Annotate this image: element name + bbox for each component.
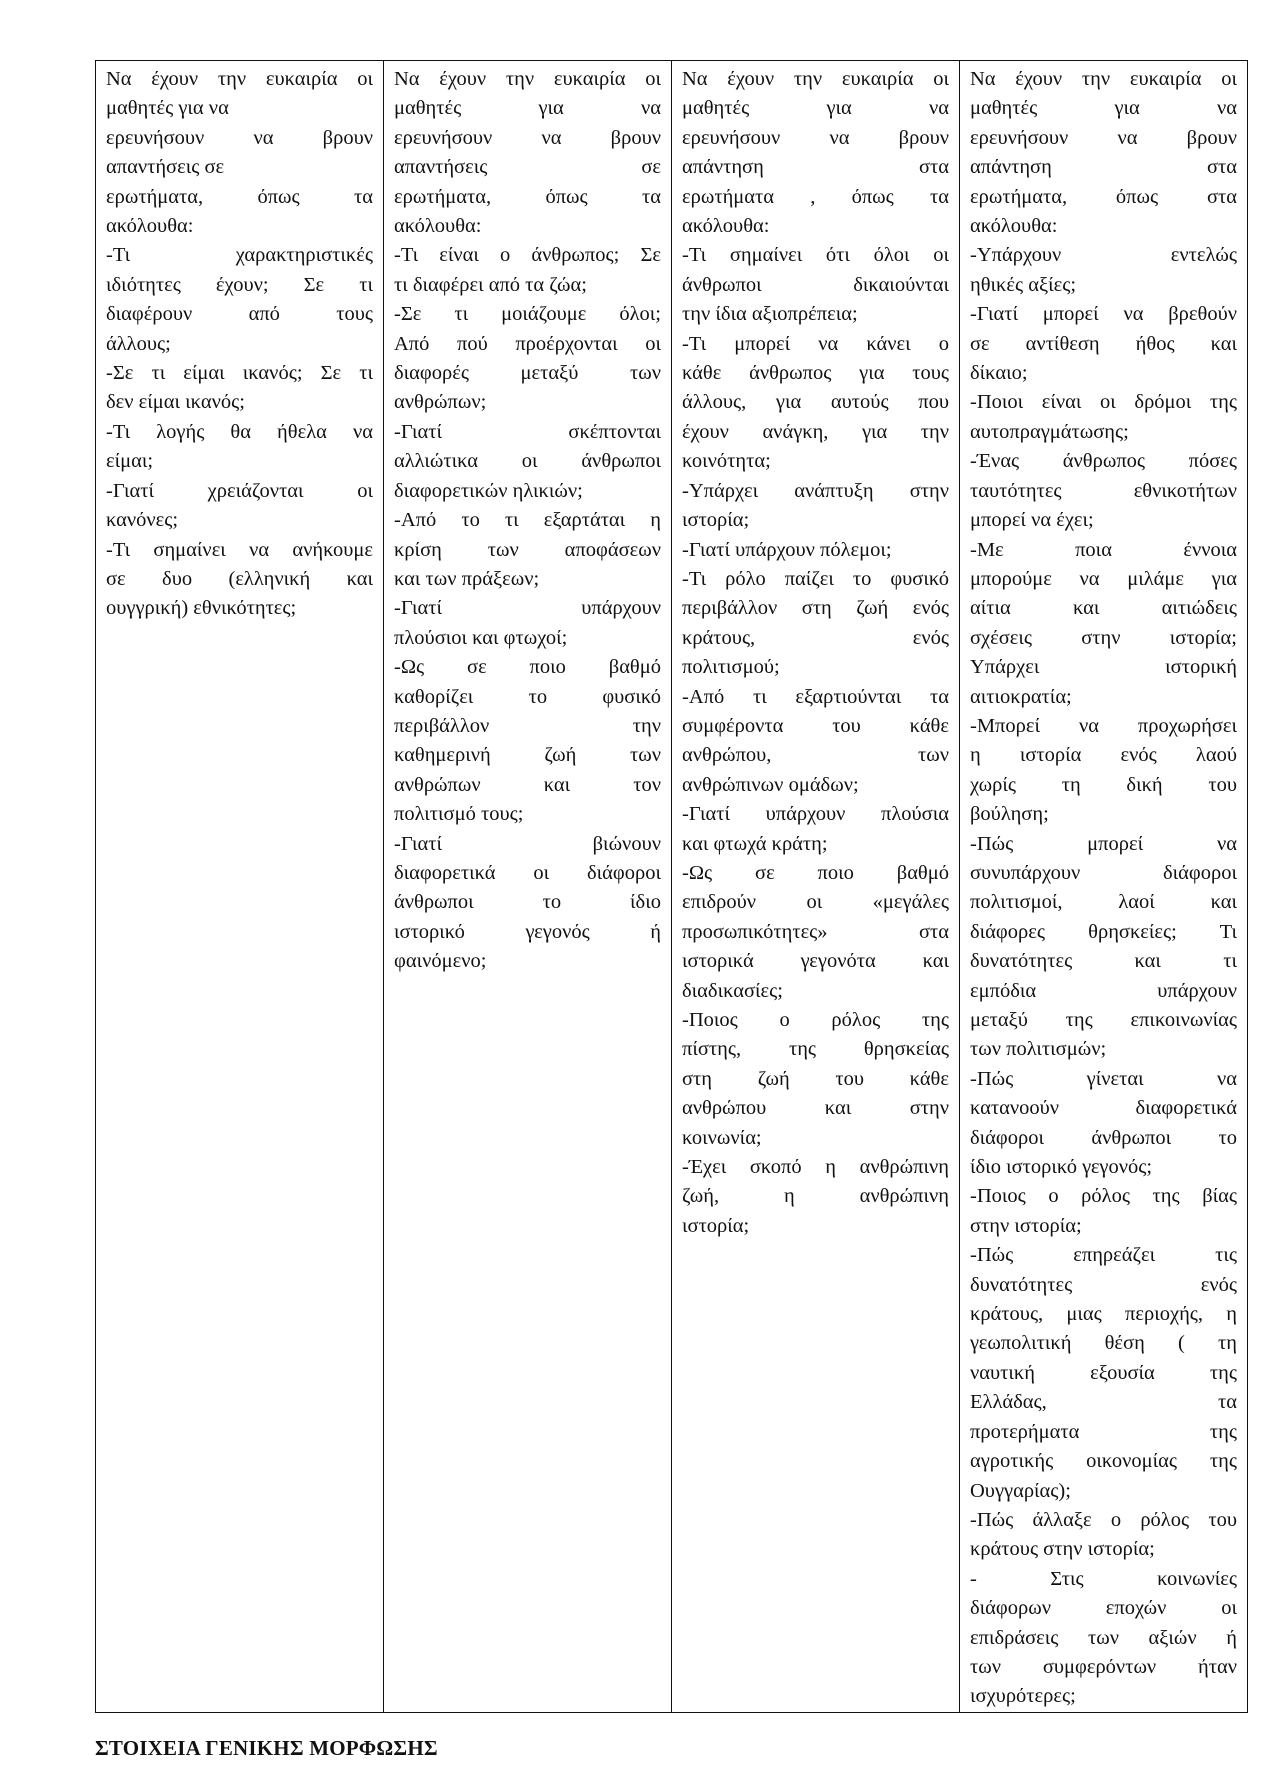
cell-text-line: κάθε άνθρωπος για τους: [682, 362, 949, 385]
cell-text-line: -Πώς μπορεί να: [970, 832, 1237, 855]
cell-text-line: σε δυο (ελληνική και: [106, 567, 373, 590]
cell-text-line: των συμφερόντων ήταν: [970, 1655, 1237, 1678]
cell-text-line: πολιτισμοί, λαοί και: [970, 891, 1237, 914]
cell-text-line: πολιτισμού;: [682, 656, 780, 679]
cell-text-line: ανθρώπων και τον: [394, 773, 661, 796]
cell-text-line: απαντήσεις σε: [106, 156, 225, 179]
cell-text-line: -Τι είναι ο άνθρωπος; Σε: [394, 244, 661, 267]
cell-text-line: -Γιατί βιώνουν: [394, 832, 661, 855]
cell-text-line: ταυτότητες εθνικοτήτων: [970, 479, 1237, 502]
cell-text-line: αγροτικής οικονομίας της: [970, 1450, 1237, 1473]
cell-text-line: -Γιατί μπορεί να βρεθούν: [970, 303, 1237, 326]
cell-text-line: άνθρωποι δικαιούνται: [682, 273, 949, 296]
cell-text-line: διαφορετικών ηλικιών;: [394, 479, 583, 502]
cell-text-line: ερευνήσουν να βρουν: [394, 126, 661, 149]
cell-text-line: δυνατότητες και τι: [970, 950, 1237, 973]
cell-text-line: -Από το τι εξαρτάται η: [394, 509, 661, 532]
cell-text-line: κράτους, μιας περιοχής, η: [970, 1303, 1237, 1326]
cell-text-line: προτερήματα της: [970, 1420, 1237, 1443]
cell-text-line: ερευνήσουν να βρουν: [970, 126, 1237, 149]
cell-text-line: -Πώς άλλαξε ο ρόλος του: [970, 1508, 1237, 1531]
cell-text-line: Να έχουν την ευκαιρία οι: [106, 68, 373, 90]
cell-text-line: απαντήσεις σε: [394, 156, 661, 179]
cell-text-line: διαφέρουν από τους: [106, 303, 373, 326]
cell-text-line: ερευνήσουν να βρουν: [682, 126, 949, 149]
cell-text-line: αλλιώτικα οι άνθρωποι: [394, 450, 661, 473]
cell-text-line: -Σε τι μοιάζουμε όλοι;: [394, 303, 661, 326]
cell-text-line: κατανοούν διαφορετικά: [970, 1097, 1237, 1120]
cell-text-line: μαθητές για να: [970, 97, 1237, 120]
cell-text-line: ακόλουθα:: [970, 215, 1058, 238]
cell-text-line: -Σε τι είμαι ικανός; Σε τι: [106, 362, 373, 385]
cell-text-line: ουγγρική) εθνικότητες;: [106, 597, 297, 620]
cell-text-line: ανθρώπου, των: [682, 744, 949, 767]
cell-text-line: βούληση;: [970, 803, 1049, 826]
cell-text-line: ηθικές αξίες;: [970, 273, 1077, 296]
cell-text-line: κράτους, ενός: [682, 626, 949, 649]
column-cell-2: [384, 61, 672, 1713]
cell-text-line: -Πώς επηρεάζει τις: [970, 1244, 1237, 1267]
cell-text-line: Να έχουν την ευκαιρία οι: [682, 68, 949, 90]
cell-text-line: διαδικασίες;: [682, 979, 783, 1002]
cell-text-line: Ελλάδας, τα: [970, 1391, 1237, 1414]
cell-text-line: στην ιστορία;: [970, 1214, 1082, 1237]
cell-text-line: ερωτήματα, όπως τα: [106, 185, 373, 208]
table-row: [96, 61, 1248, 1713]
cell-text-line: κοινωνία;: [682, 1126, 762, 1149]
cell-text-line: -Γιατί υπάρχουν πλούσια: [682, 803, 949, 826]
cell-text-line: -Πώς γίνεται να: [970, 1067, 1237, 1090]
cell-text-line: Υπάρχει ιστορική: [970, 656, 1237, 679]
cell-text-line: ανθρώπινων ομάδων;: [682, 773, 859, 796]
cell-text-line: Να έχουν την ευκαιρία οι: [394, 68, 661, 90]
cell-text-line: ανθρώπων;: [394, 391, 487, 414]
cell-text-line: ακόλουθα:: [394, 215, 482, 238]
cell-text-line: την ίδια αξιοπρέπεια;: [682, 303, 858, 326]
cell-text-line: έχουν ανάγκη, για την: [682, 420, 949, 443]
cell-text-line: -Ποιοι είναι οι δρόμοι της: [970, 391, 1237, 414]
cell-text-line: χωρίς τη δική του: [970, 773, 1237, 796]
cell-text-line: ακόλουθα:: [682, 215, 770, 238]
cell-text-line: -Υπάρχει ανάπτυξη στην: [682, 479, 949, 502]
cell-text-line: γεωπολιτική θέση ( τη: [970, 1332, 1237, 1355]
cell-text-line: πολιτισμό τους;: [394, 803, 524, 826]
cell-text-line: των πολιτισμών;: [970, 1038, 1107, 1061]
cell-text-line: άλλους;: [106, 332, 171, 355]
cell-text-line: και των πράξεων;: [394, 567, 540, 590]
cell-text-line: -Τι σημαίνει να ανήκουμε: [106, 538, 373, 561]
column-cell-1: [96, 61, 384, 1713]
cell-text-line: -Ποιος ο ρόλος της βίας: [970, 1185, 1237, 1208]
cell-text-line: απάντηση στα: [970, 156, 1237, 179]
cell-text-line: Από πού προέρχονται οι: [394, 332, 661, 355]
cell-text-line: ερωτήματα , όπως τα: [682, 185, 949, 208]
cell-text-line: κράτους στην ιστορία;: [970, 1538, 1155, 1561]
section-heading: ΣΤΟΙΧΕΙΑ ΓΕΝΙΚΗΣ ΜΟΡΦΩΣΗΣ: [95, 1736, 438, 1760]
cell-text-line: δίκαιο;: [970, 362, 1028, 385]
column-cell-4: [960, 61, 1248, 1713]
cell-text-line: ερωτήματα, όπως στα: [970, 185, 1237, 208]
cell-text-line: η ιστορία ενός λαού: [970, 744, 1237, 767]
cell-text-line: περιβάλλον την: [394, 714, 661, 737]
column-cell-3: [672, 61, 960, 1713]
cell-text-line: επιδρούν οι «μεγάλες: [682, 891, 949, 914]
cell-text-line: σχέσεις στην ιστορία;: [970, 626, 1237, 649]
cell-text-line: ιστορικά γεγονότα και: [682, 950, 949, 973]
cell-text-line: άλλους, για αυτούς που: [682, 391, 949, 414]
cell-text-line: μαθητές για να: [682, 97, 949, 120]
cell-text-line: -Με ποια έννοια: [970, 538, 1237, 561]
cell-text-line: διαφορές μεταξύ των: [394, 362, 661, 385]
cell-text-line: ακόλουθα:: [106, 215, 194, 238]
cell-text-line: απάντηση στα: [682, 156, 949, 179]
cell-text-line: - Στις κοινωνίες: [970, 1567, 1237, 1590]
cell-text-line: ιδιότητες έχουν; Σε τι: [106, 273, 373, 296]
cell-text-line: διάφορες θρησκείες; Τι: [970, 920, 1237, 943]
cell-text-line: τι διαφέρει από τα ζώα;: [394, 273, 587, 296]
cell-text-line: μαθητές για να: [106, 97, 229, 120]
cell-text-line: μαθητές για να: [394, 97, 661, 120]
cell-text-line: -Γιατί χρειάζονται οι: [106, 479, 373, 502]
cell-text-line: στη ζωή του κάθε: [682, 1067, 949, 1090]
cell-text-line: -Μπορεί να προχωρήσει: [970, 714, 1237, 737]
cell-text-line: -Έχει σκοπό η ανθρώπινη: [682, 1156, 949, 1179]
cell-text-line: δεν είμαι ικανός;: [106, 391, 245, 414]
cell-text-line: μεταξύ της επικοινωνίας: [970, 1009, 1237, 1031]
cell-text-line: ζωή, η ανθρώπινη: [682, 1185, 949, 1208]
cell-text-line: αίτια και αιτιώδεις: [970, 597, 1237, 620]
cell-text-line: και φτωχά κράτη;: [682, 832, 828, 855]
cell-text-line: ισχυρότερες;: [970, 1685, 1076, 1708]
cell-text-line: πίστης, της θρησκείας: [682, 1038, 949, 1061]
cell-text-line: φαινόμενο;: [394, 950, 487, 973]
cell-text-line: συμφέροντα του κάθε: [682, 714, 949, 737]
cell-text-line: ερευνήσουν να βρουν: [106, 126, 373, 149]
cell-text-line: μπορούμε να μιλάμε για: [970, 567, 1237, 590]
cell-text-line: ιστορία;: [682, 509, 750, 532]
cell-text-line: προσωπικότητες» στα: [682, 920, 949, 943]
cell-text-line: πλούσιοι και φτωχοί;: [394, 626, 568, 649]
cell-text-line: Να έχουν την ευκαιρία οι: [970, 68, 1237, 90]
cell-text-line: άνθρωποι το ίδιο: [394, 891, 661, 914]
cell-text-line: Ουγγαρίας);: [970, 1479, 1071, 1502]
cell-text-line: κοινότητα;: [682, 450, 771, 473]
cell-text-line: -Από τι εξαρτιούνται τα: [682, 685, 949, 708]
cell-text-line: καθημερινή ζωή των: [394, 744, 661, 767]
cell-text-line: -Τι μπορεί να κάνει ο: [682, 332, 949, 355]
cell-text-line: -Υπάρχουν εντελώς: [970, 244, 1237, 267]
cell-text-line: αυτοπραγμάτωσης;: [970, 420, 1129, 443]
cell-text-line: καθορίζει το φυσικό: [394, 685, 661, 708]
cell-text-line: ιστορικό γεγονός ή: [394, 920, 661, 943]
cell-text-line: σε αντίθεση ήθος και: [970, 332, 1237, 355]
curriculum-table: [95, 60, 1248, 1713]
cell-text-line: -Γιατί υπάρχουν πόλεμοι;: [682, 538, 892, 561]
cell-text-line: κρίση των αποφάσεων: [394, 538, 661, 561]
cell-text-line: διαφορετικά οι διάφοροι: [394, 861, 661, 884]
cell-text-line: ίδιο ιστορικό γεγονός;: [970, 1156, 1153, 1179]
cell-text-line: διάφοροι άνθρωποι το: [970, 1126, 1237, 1149]
cell-text-line: περιβάλλον στη ζωή ενός: [682, 597, 949, 620]
cell-text-line: εμπόδια υπάρχουν: [970, 979, 1237, 1002]
cell-text-line: -Ως σε ποιο βαθμό: [394, 656, 661, 679]
cell-text-line: -Γιατί σκέπτονται: [394, 420, 661, 443]
cell-text-line: κανόνες;: [106, 509, 179, 532]
cell-text-line: μπορεί να έχει;: [970, 509, 1094, 532]
cell-text-line: -Τι χαρακτηριστικές: [106, 244, 373, 267]
cell-text-line: -Ποιος ο ρόλος της: [682, 1009, 949, 1031]
cell-text-line: -Ως σε ποιο βαθμό: [682, 861, 949, 884]
cell-text-line: δυνατότητες ενός: [970, 1273, 1237, 1296]
cell-text-line: συνυπάρχουν διάφοροι: [970, 861, 1237, 884]
cell-text-line: ανθρώπου και στην: [682, 1097, 949, 1120]
cell-text-line: -Τι λογής θα ήθελα να: [106, 420, 373, 443]
cell-text-line: επιδράσεις των αξιών ή: [970, 1626, 1237, 1649]
cell-text-line: -Γιατί υπάρχουν: [394, 597, 661, 620]
cell-text-line: ερωτήματα, όπως τα: [394, 185, 661, 208]
cell-text-line: ιστορία;: [682, 1214, 750, 1237]
cell-text-line: ναυτική εξουσία της: [970, 1361, 1237, 1384]
cell-text-line: αιτιοκρατία;: [970, 685, 1072, 708]
cell-text-line: -Τι σημαίνει ότι όλοι οι: [682, 244, 949, 267]
cell-text-line: -Ένας άνθρωπος πόσες: [970, 450, 1237, 473]
cell-text-line: -Τι ρόλο παίζει το φυσικό: [682, 567, 949, 590]
cell-text-line: διάφορων εποχών οι: [970, 1597, 1237, 1620]
cell-text-line: είμαι;: [106, 450, 154, 473]
